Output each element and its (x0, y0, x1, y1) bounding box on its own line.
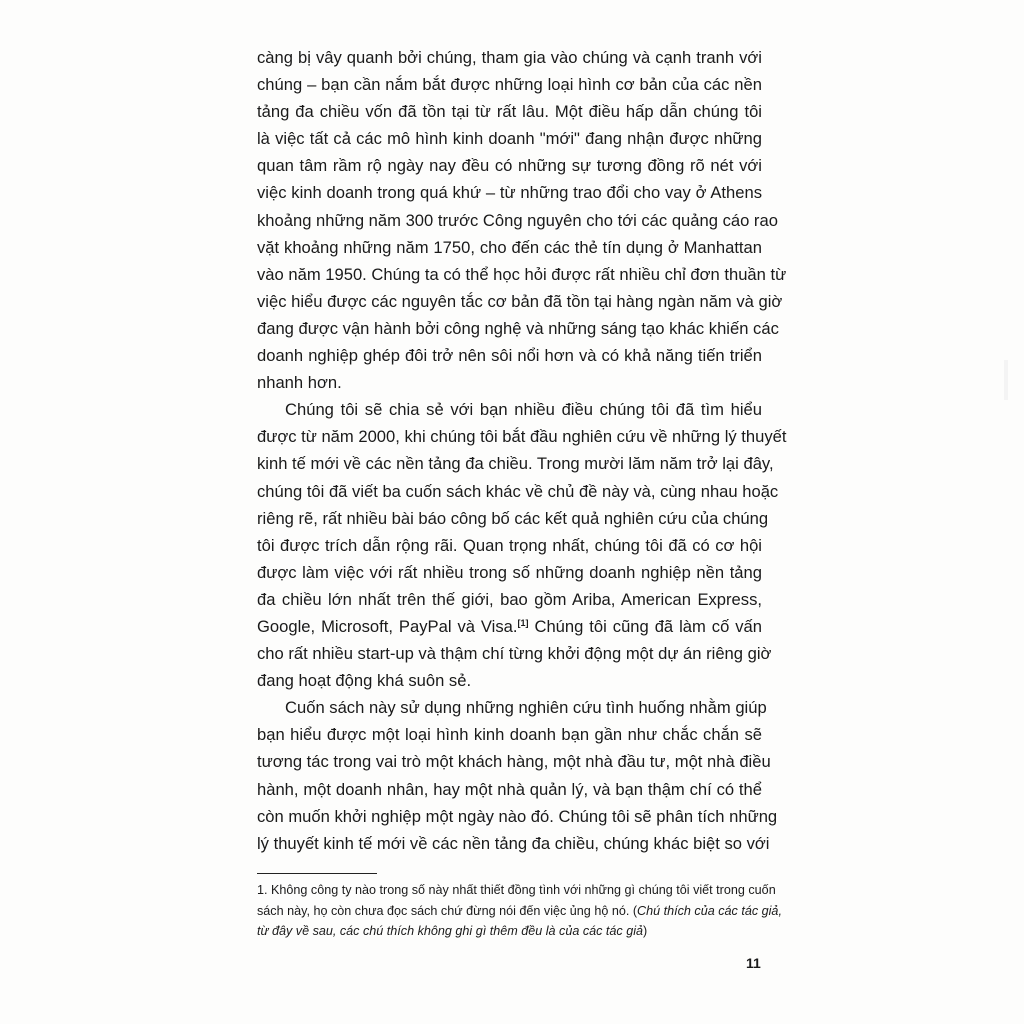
text-line: việc kinh doanh trong quá khứ – từ những trao đổi cho vay ở Athens (257, 183, 762, 203)
text-line: tương tác trong vai trò một khách hàng, một nhà đầu tư, một nhà điều (257, 752, 771, 772)
text-line: chúng tôi đã viết ba cuốn sách khác về chủ đề này và, cùng nhau hoặc (257, 481, 779, 501)
footnote (257, 880, 782, 942)
footnote-divider (257, 873, 377, 874)
text-line: chúng – bạn cần nắm bắt được những loại hình cơ bản của các nền (257, 75, 762, 95)
paragraph-3 (257, 694, 778, 857)
text-line: hành, một doanh nhân, hay một nhà quản lý, và bạn thậm chí có thể (257, 779, 762, 799)
paragraph-1 (257, 44, 787, 396)
text-line: còn muốn khởi nghiệp một ngày nào đó. Chúng tôi sẽ phân tích những (257, 806, 778, 826)
footnote-line: 1. Không công ty nào trong số này nhất thiết đồng tình với những gì chúng tôi viết trong cuốn (257, 883, 776, 897)
footnote-line (257, 921, 772, 942)
paragraph-2 (257, 396, 787, 694)
body-text (257, 44, 787, 857)
text-line: khoảng những năm 300 trước Công nguyên cho tới các quảng cáo rao (257, 210, 778, 230)
text-line: quan tâm rầm rộ ngày nay đều có những sự tương đồng rõ nét với (257, 156, 762, 176)
text-line: Chúng tôi sẽ chia sẻ với bạn nhiều điều chúng tôi đã tìm hiểu (285, 400, 762, 420)
text-line: đang hoạt động khá suôn sẻ. (257, 671, 472, 691)
footnote-reference: [1] (517, 617, 529, 628)
text-line: vặt khoảng những năm 1750, cho đến các thẻ tín dụng ở Manhattan (257, 237, 762, 257)
text-line: cho rất nhiều start-up và thậm chí từng khởi động một dự án riêng giờ (257, 644, 772, 664)
text-segment: Google, Microsoft, PayPal và Visa. (257, 616, 518, 636)
footnote-text: ) (643, 924, 648, 938)
text-line: tôi được trích dẫn rộng rãi. Quan trọng nhất, chúng tôi đã có cơ hội (257, 535, 762, 555)
text-line: nhanh hơn. (257, 373, 342, 393)
text-line: riêng rẽ, rất nhiều bài báo công bố các kết quả nghiên cứu của chúng (257, 508, 769, 528)
text-line: đa chiều lớn nhất trên thế giới, bao gồm Ariba, American Express, (257, 589, 762, 609)
text-line: là việc tất cả các mô hình kinh doanh "mới" đang nhận được những (257, 129, 762, 149)
text-line: Cuốn sách này sử dụng những nghiên cứu tình huống nhằm giúp (285, 698, 767, 718)
text-line: được từ năm 2000, khi chúng tôi bắt đầu nghiên cứu về những lý thuyết (257, 427, 787, 447)
text-line: càng bị vây quanh bởi chúng, tham gia vào chúng và cạnh tranh với (257, 48, 762, 67)
text-line: được làm việc với rất nhiều trong số những doanh nghiệp nền tảng (257, 562, 762, 582)
text-line-with-footnote-ref (257, 613, 762, 640)
page-edge-shadow (1004, 360, 1008, 400)
page-number: 11 (746, 955, 761, 971)
text-line: bạn hiểu được một loại hình kinh doanh bạn gần như chắc chắn sẽ (257, 725, 762, 745)
footnote-text: sách này, họ còn chưa đọc sách chứ đừng nói đến việc ủng hộ nó. ( (257, 903, 638, 918)
footnote-italic-text: từ đây về sau, các chú thích không ghi gì thêm đều là của các tác giả (257, 924, 644, 938)
text-line: đang được vận hành bởi công nghệ và những sáng tạo khác khiến các (257, 318, 779, 338)
text-line: vào năm 1950. Chúng ta có thể học hỏi được rất nhiều chỉ đơn thuần từ (257, 264, 787, 284)
text-line: lý thuyết kinh tế mới về các nền tảng đa chiều, chúng khác biệt so với (257, 833, 770, 853)
text-line: việc hiểu được các nguyên tắc cơ bản đã tồn tại hàng ngàn năm và giờ (257, 291, 783, 311)
footnote-italic-text: Chú thích của các tác giả, (637, 903, 782, 918)
text-line: tảng đa chiều vốn đã tồn tại từ rất lâu. Một điều hấp dẫn chúng tôi (257, 102, 762, 122)
text-segment: Chúng tôi cũng đã làm cố vấn (528, 616, 763, 636)
text-line: kinh tế mới về các nền tảng đa chiều. Trong mười lăm năm trở lại đây, (257, 454, 774, 474)
text-line: doanh nghiệp ghép đôi trở nên sôi nổi hơn và có khả năng tiến triển (257, 346, 762, 366)
footnote-line (257, 901, 782, 922)
